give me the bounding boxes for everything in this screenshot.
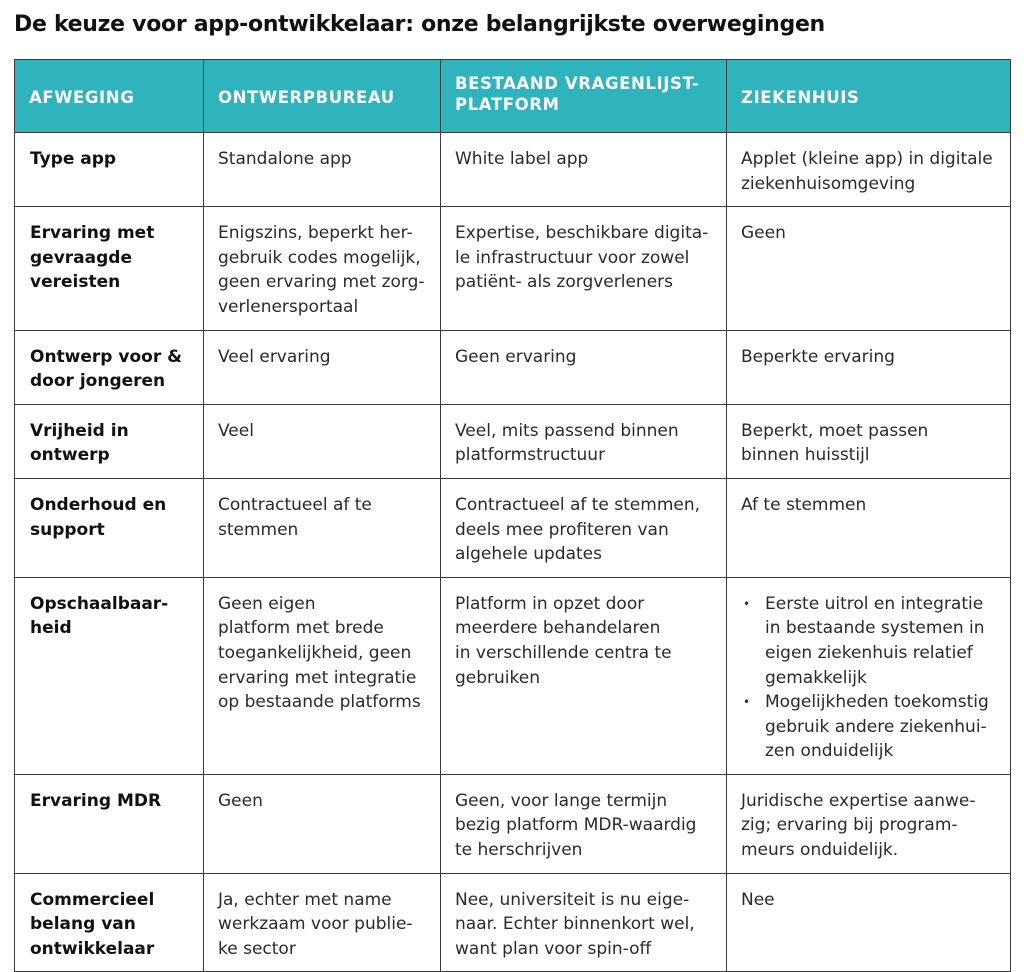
cell-ontwerpbureau bbox=[204, 404, 441, 478]
cell-text-line: verlenersportaal bbox=[218, 296, 359, 317]
cell-text-line: stemmen bbox=[218, 519, 299, 540]
cell-ontwerpbureau bbox=[204, 577, 441, 774]
cell-text-line: Ja, echter met name bbox=[218, 889, 392, 910]
cell-text-line: want plan voor spin-off bbox=[455, 938, 652, 959]
table-row bbox=[15, 577, 1011, 774]
cell-ontwerpbureau bbox=[204, 873, 441, 972]
bullet-text-line: gebruik andere ziekenhui- bbox=[765, 716, 987, 737]
cell-text-line: ke sector bbox=[218, 938, 296, 959]
cell-ontwerpbureau bbox=[204, 133, 441, 207]
cell-text-line: te herschrijven bbox=[455, 840, 583, 861]
row-label-cell bbox=[15, 873, 204, 972]
cell-text-line: Applet (kleine app) in digitale bbox=[741, 149, 993, 169]
cell-text-line: Geen eigen bbox=[218, 593, 316, 614]
header-label: ZIEKENHUIS bbox=[741, 88, 860, 107]
table-row bbox=[15, 404, 1011, 478]
cell-text-line: le infrastructuur voor zowel bbox=[455, 247, 690, 268]
cell-text-line: deels mee profiteren van bbox=[455, 519, 669, 540]
bullet-item bbox=[741, 592, 996, 690]
row-label-line: door jongeren bbox=[30, 371, 166, 392]
cell-text-line: Beperkte ervaring bbox=[741, 346, 895, 367]
table-row bbox=[15, 873, 1011, 972]
cell-text-line: Geen ervaring bbox=[455, 346, 577, 367]
row-label-cell bbox=[15, 577, 204, 774]
row-label-line: Ontwerp voor & bbox=[30, 346, 182, 367]
cell-text-line: toegankelijkheid, geen bbox=[218, 642, 412, 663]
header-ontwerpbureau bbox=[204, 60, 441, 133]
cell-ziekenhuis bbox=[727, 478, 1011, 577]
cell-ziekenhuis bbox=[727, 873, 1011, 972]
row-label-line: heid bbox=[30, 618, 72, 639]
cell-ontwerpbureau bbox=[204, 207, 441, 330]
bullet-text-line: • Eerste uitrol en integratie bbox=[765, 593, 984, 614]
bullet-item bbox=[741, 690, 996, 764]
cell-vragenlijst-platform bbox=[441, 873, 727, 972]
row-label-line: Onderhoud en bbox=[30, 494, 167, 515]
cell-text-line: Beperkt, moet passen bbox=[741, 420, 929, 441]
header-label: ONTWERPBUREAU bbox=[218, 88, 395, 107]
table-row bbox=[15, 478, 1011, 577]
row-label-line: ontwikkelaar bbox=[30, 938, 155, 959]
cell-ziekenhuis bbox=[727, 577, 1011, 774]
cell-text-line: Veel ervaring bbox=[218, 346, 331, 367]
cell-text-line: werkzaam voor publie- bbox=[218, 914, 413, 935]
cell-vragenlijst-platform bbox=[441, 577, 727, 774]
cell-text-line: Contractueel af te stemmen, bbox=[455, 494, 701, 515]
cell-text-line: bezig platform MDR-waardig bbox=[455, 815, 697, 836]
header-label-line: PLATFORM bbox=[455, 95, 560, 114]
cell-text-line: Nee bbox=[741, 889, 775, 910]
comparison-table bbox=[14, 59, 1011, 972]
cell-ziekenhuis bbox=[727, 133, 1011, 207]
page-title: De keuze voor app-ontwikkelaar: onze belangrijkste overwegingen bbox=[14, 12, 825, 37]
bullet-list bbox=[741, 592, 996, 764]
cell-vragenlijst-platform bbox=[441, 207, 727, 330]
cell-text-line: ziekenhuisomgeving bbox=[741, 173, 916, 194]
table-row bbox=[15, 207, 1011, 330]
row-label-cell bbox=[15, 133, 204, 207]
cell-text-line: naar. Echter binnenkort wel, bbox=[455, 914, 695, 935]
cell-text-line: gebruiken bbox=[455, 667, 540, 688]
cell-ontwerpbureau bbox=[204, 774, 441, 873]
header-label: AFWEGING bbox=[29, 88, 135, 107]
cell-text-line: op bestaande platforms bbox=[218, 692, 421, 713]
cell-text-line: geen ervaring met zorg- bbox=[218, 272, 425, 293]
table-row bbox=[15, 330, 1011, 404]
bullet-text-line: gemakkelijk bbox=[765, 667, 867, 688]
bullet-text-line: zen onduidelijk bbox=[765, 741, 894, 762]
row-label-cell bbox=[15, 774, 204, 873]
cell-ziekenhuis bbox=[727, 404, 1011, 478]
cell-text-line: Veel, mits passend binnen bbox=[455, 420, 679, 441]
cell-text-line: Contractueel af te bbox=[218, 494, 372, 515]
cell-vragenlijst-platform bbox=[441, 133, 727, 207]
cell-ontwerpbureau bbox=[204, 478, 441, 577]
cell-text-line: ervaring met integratie bbox=[218, 667, 417, 688]
cell-text-line: patiënt- als zorgverleners bbox=[455, 272, 674, 293]
bullet-text-line: eigen ziekenhuis relatief bbox=[765, 642, 973, 663]
row-label-line: Opschaalbaar- bbox=[30, 593, 169, 614]
header-label-line: BESTAAND VRAGENLIJST- bbox=[455, 74, 700, 93]
cell-text-line: in verschillende centra te bbox=[455, 642, 672, 663]
table-header-row bbox=[15, 60, 1011, 133]
table-row bbox=[15, 774, 1011, 873]
row-label-line: Ervaring MDR bbox=[30, 790, 162, 811]
cell-vragenlijst-platform bbox=[441, 404, 727, 478]
cell-text-line: Veel bbox=[218, 420, 254, 441]
cell-text-line: meerdere behandelaren bbox=[455, 618, 661, 639]
cell-text-line: Enigszins, beperkt her- bbox=[218, 223, 413, 244]
cell-text-line: Geen bbox=[218, 790, 263, 811]
cell-text-line: Af te stemmen bbox=[741, 494, 867, 515]
cell-ziekenhuis bbox=[727, 774, 1011, 873]
cell-ziekenhuis bbox=[727, 330, 1011, 404]
cell-text-line: Standalone app bbox=[218, 149, 352, 169]
cell-text-line: meurs onduidelijk. bbox=[741, 840, 899, 861]
cell-text-line: zig; ervaring bij program- bbox=[741, 815, 958, 836]
cell-text-line: binnen huisstijl bbox=[741, 445, 870, 466]
header-ziekenhuis bbox=[727, 60, 1011, 133]
cell-text-line: gebruik codes mogelijk, bbox=[218, 247, 421, 268]
cell-text-line: Nee, universiteit is nu eige- bbox=[455, 889, 690, 910]
row-label-line: Commercieel bbox=[30, 889, 155, 910]
table-row bbox=[15, 133, 1011, 207]
cell-text-line: platform met brede bbox=[218, 618, 384, 639]
bullet-text-line: in bestaande systemen in bbox=[765, 618, 985, 639]
row-label-line: Type app bbox=[30, 149, 117, 169]
cell-text-line: algehele updates bbox=[455, 544, 602, 565]
row-label-line: ontwerp bbox=[30, 445, 110, 466]
row-label-line: gevraagde bbox=[30, 247, 132, 268]
cell-text-line: White label app bbox=[455, 149, 589, 169]
cell-text-line: Platform in opzet door bbox=[455, 593, 645, 614]
cell-text-line: Expertise, beschikbare digita- bbox=[455, 223, 709, 244]
cell-vragenlijst-platform bbox=[441, 478, 727, 577]
cell-ontwerpbureau bbox=[204, 330, 441, 404]
row-label-line: support bbox=[30, 519, 105, 540]
cell-ziekenhuis bbox=[727, 207, 1011, 330]
row-label-cell bbox=[15, 478, 204, 577]
row-label-line: belang van bbox=[30, 914, 136, 935]
header-vragenlijst-platform bbox=[441, 60, 727, 133]
cell-vragenlijst-platform bbox=[441, 774, 727, 873]
cell-text-line: Geen bbox=[741, 223, 786, 244]
bullet-text-line: • Mogelijkheden toekomstig bbox=[765, 692, 989, 713]
row-label-cell bbox=[15, 330, 204, 404]
cell-text-line: platformstructuur bbox=[455, 445, 606, 466]
row-label-cell bbox=[15, 207, 204, 330]
row-label-line: vereisten bbox=[30, 272, 121, 293]
cell-vragenlijst-platform bbox=[441, 330, 727, 404]
row-label-line: Ervaring met bbox=[30, 223, 155, 244]
header-afweging bbox=[15, 60, 204, 133]
cell-text-line: Juridische expertise aanwe- bbox=[741, 790, 976, 811]
row-label-cell bbox=[15, 404, 204, 478]
cell-text-line: Geen, voor lange termijn bbox=[455, 790, 668, 811]
row-label-line: Vrijheid in bbox=[30, 420, 129, 441]
